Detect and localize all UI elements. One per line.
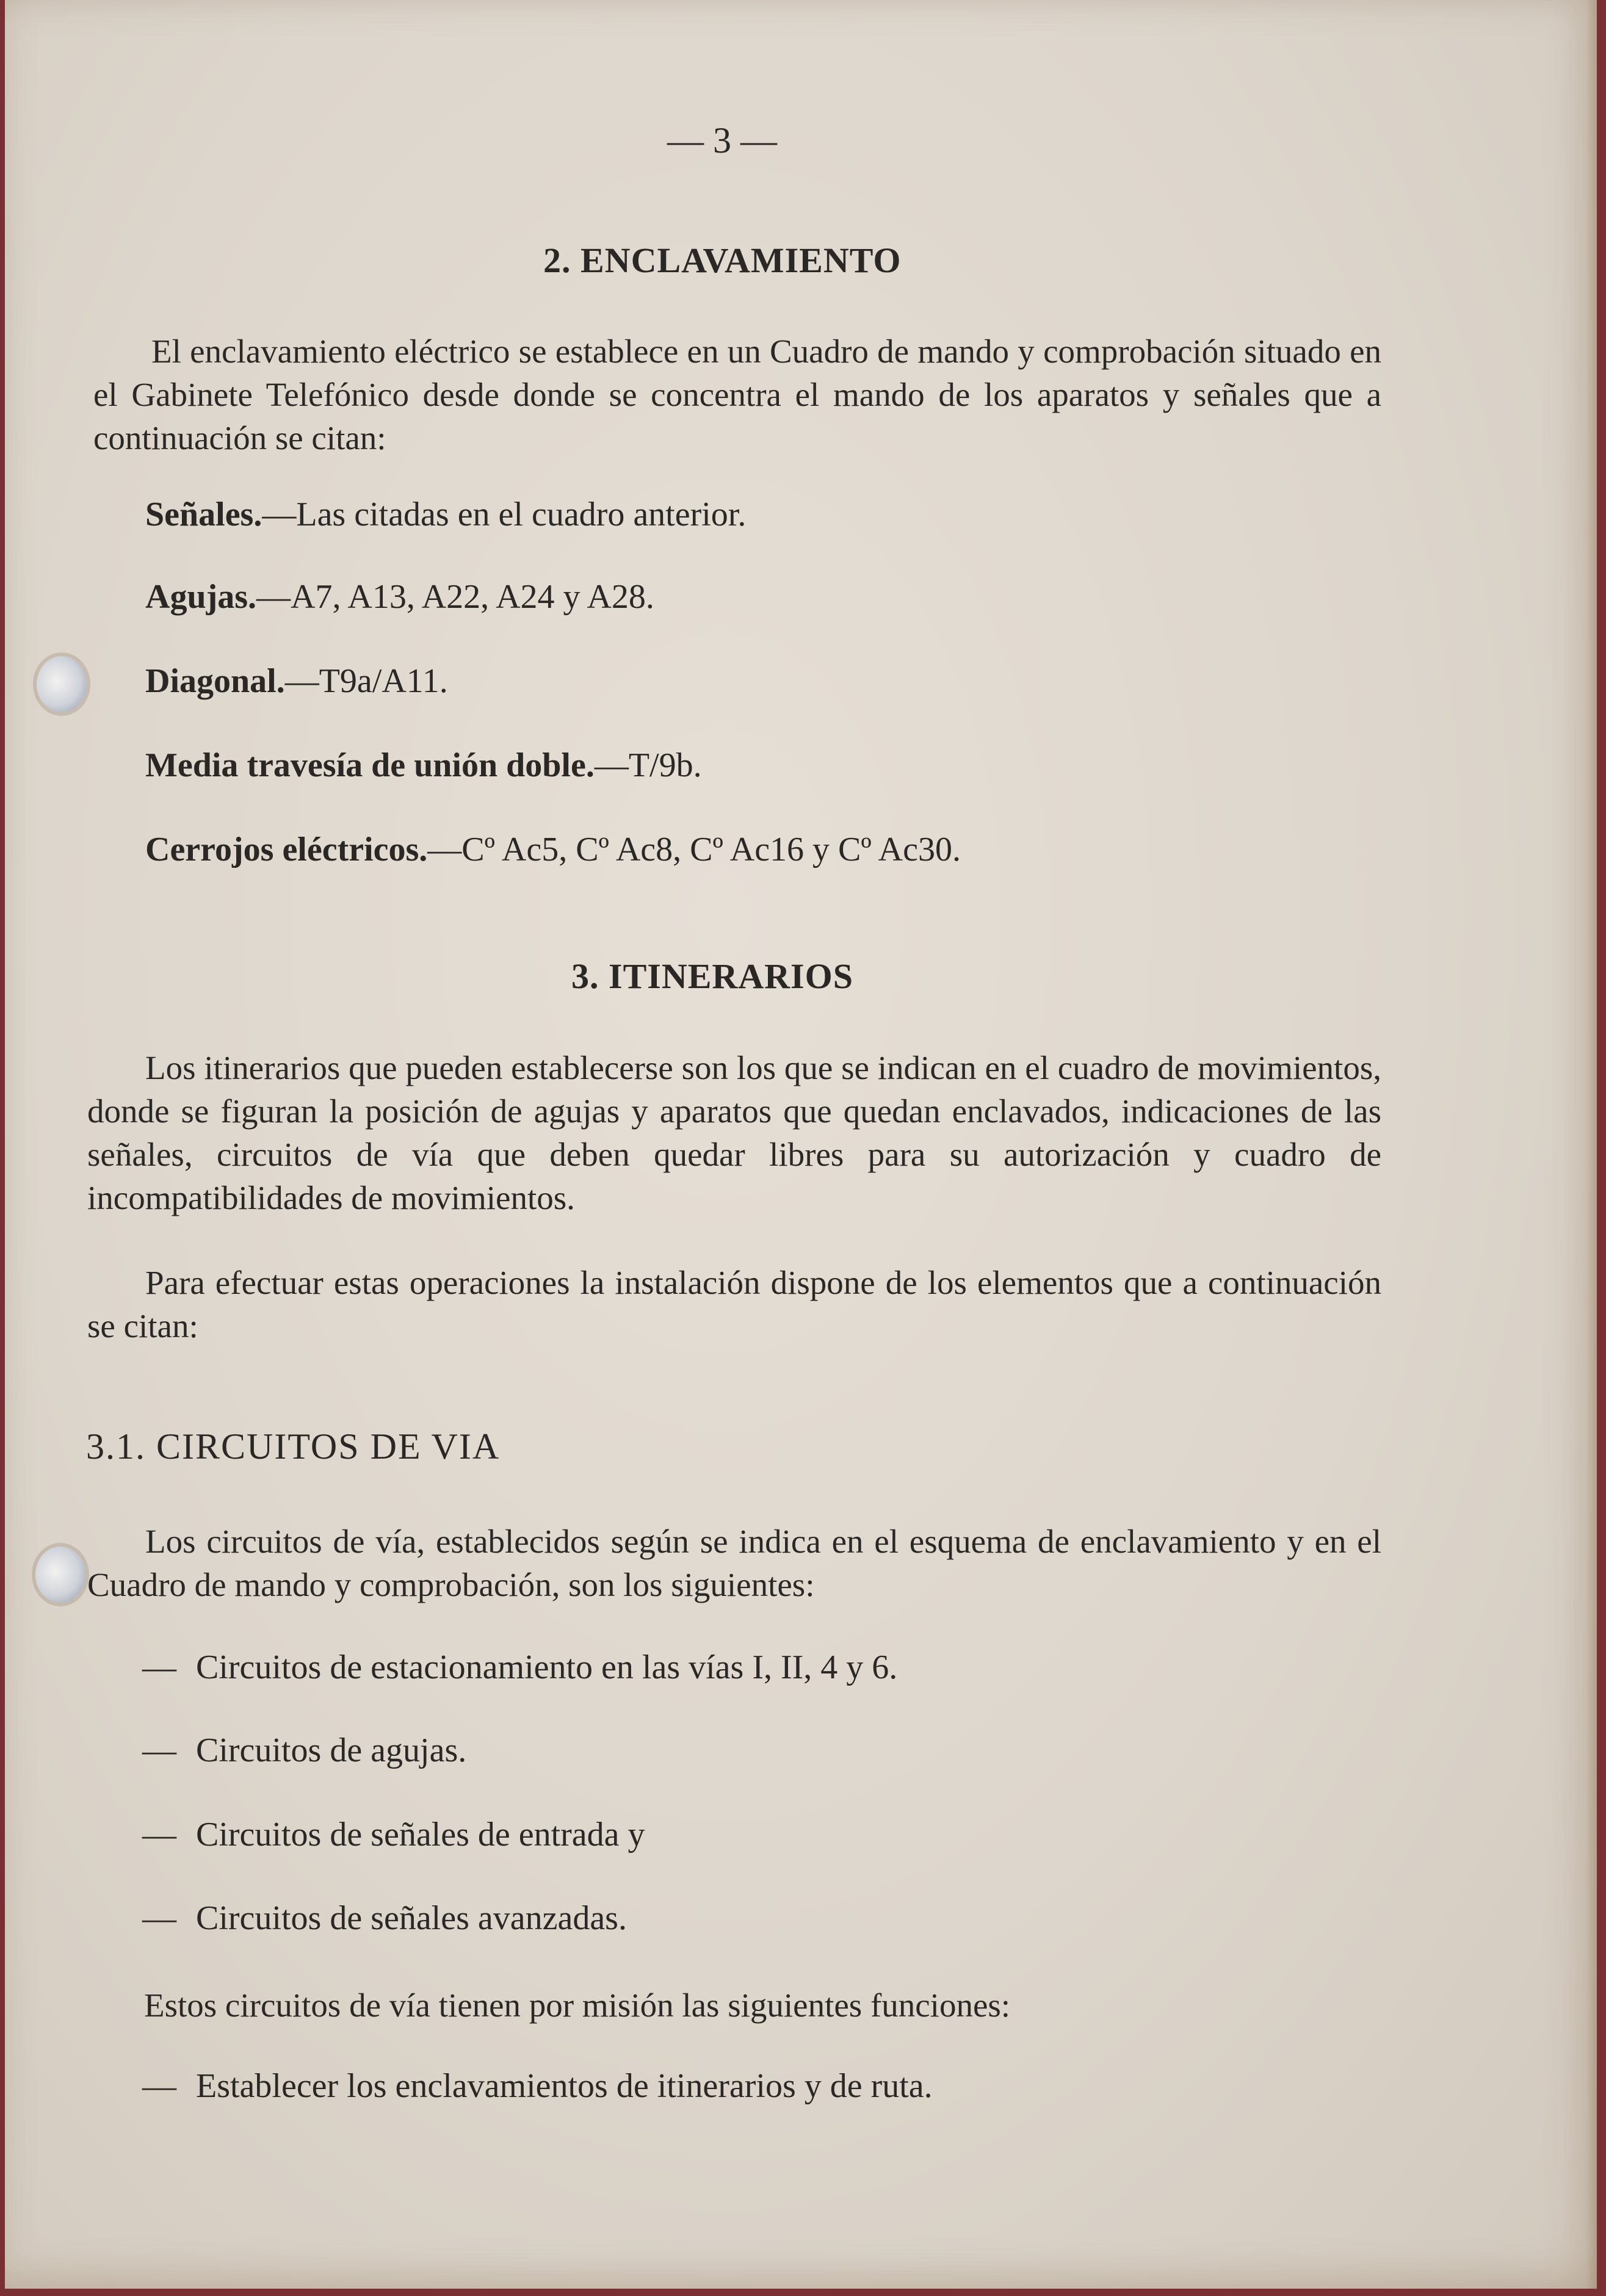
list-item — [142, 1901, 627, 1935]
item-label: Diagonal. — [145, 662, 285, 700]
item-text: —A7, A13, A22, A24 y A28. — [256, 578, 654, 616]
list-item-text: Circuitos de señales de entrada y — [196, 1816, 645, 1854]
paragraph-enclavamiento-intro: El enclavamiento eléctrico se establece en un Cuadro de mando y comprobación situado en el Gabinete Telefónico desde donde se concentra el mando de los aparatos y señales que a continuación se citan: — [93, 333, 1381, 457]
dash-marker: — — [142, 1648, 176, 1686]
section-heading-circuitos-de-via: 3.1. CIRCUITOS DE VIA — [86, 1426, 501, 1467]
item-label: Media travesía de unión doble. — [145, 746, 595, 784]
list-item — [145, 664, 448, 698]
list-item — [145, 497, 746, 532]
list-item-text: Circuitos de agujas. — [196, 1731, 467, 1769]
list-item-text: Circuitos de estacionamiento en las vías I, II, 4 y 6. — [196, 1648, 898, 1686]
punch-hole-top — [37, 656, 87, 712]
list-item — [142, 1733, 466, 1767]
page-edge-shadow — [1586, 0, 1597, 2289]
paragraph-funciones: Estos circuitos de vía tienen por misión las siguientes funciones: — [144, 1987, 1011, 2024]
document-page — [5, 0, 1597, 2289]
dash-marker: — — [142, 1899, 176, 1937]
paragraph-itinerarios: Los itinerarios que pueden establecerse son los que se indican en el cuadro de movimientos, donde se figuran la posición de agujas y aparatos que quedan enclavados, indicaciones de las señales, circuitos de vía que deben quedar libres para su autorización y cuadro de incompatibilidades de movimientos. — [87, 1049, 1381, 1216]
list-item — [145, 832, 961, 867]
dash-marker: — — [142, 1816, 176, 1854]
item-label: Cerrojos eléctricos. — [145, 831, 428, 868]
list-item-text: Circuitos de señales avanzadas. — [196, 1899, 627, 1937]
item-text: —Cº Ac5, Cº Ac8, Cº Ac16 y Cº Ac30. — [427, 831, 961, 868]
list-item-text: Establecer los enclavamientos de itinerarios y de ruta. — [196, 2067, 933, 2105]
item-label: Agujas. — [145, 578, 257, 616]
item-label: Señales. — [145, 496, 262, 533]
item-text: —Las citadas en el cuadro anterior. — [262, 496, 747, 533]
dash-marker: — — [142, 2067, 176, 2105]
punch-hole-bottom — [35, 1547, 85, 1603]
item-text: —T/9b. — [594, 746, 702, 784]
section-heading-enclavamiento: 2. ENCLAVAMIENTO — [543, 240, 902, 280]
paragraph-circuitos-intro: Los circuitos de vía, establecidos según se indica en el esquema de enclavamiento y en el Cuadro de mando y comprobación, son los siguientes: — [87, 1523, 1381, 1603]
item-text: —T9a/A11. — [284, 662, 448, 700]
list-item — [142, 1650, 897, 1684]
list-item — [145, 748, 702, 782]
section-heading-itinerarios: 3. ITINERARIOS — [571, 956, 853, 996]
paragraph-elementos: Para efectuar estas operaciones la instalación dispone de los elementos que a continuación se citan: — [87, 1264, 1381, 1345]
page-number: — 3 — — [667, 120, 777, 161]
list-item — [145, 580, 654, 614]
list-item — [142, 1818, 645, 1852]
dash-marker: — — [142, 1731, 176, 1769]
list-item — [142, 2069, 933, 2103]
